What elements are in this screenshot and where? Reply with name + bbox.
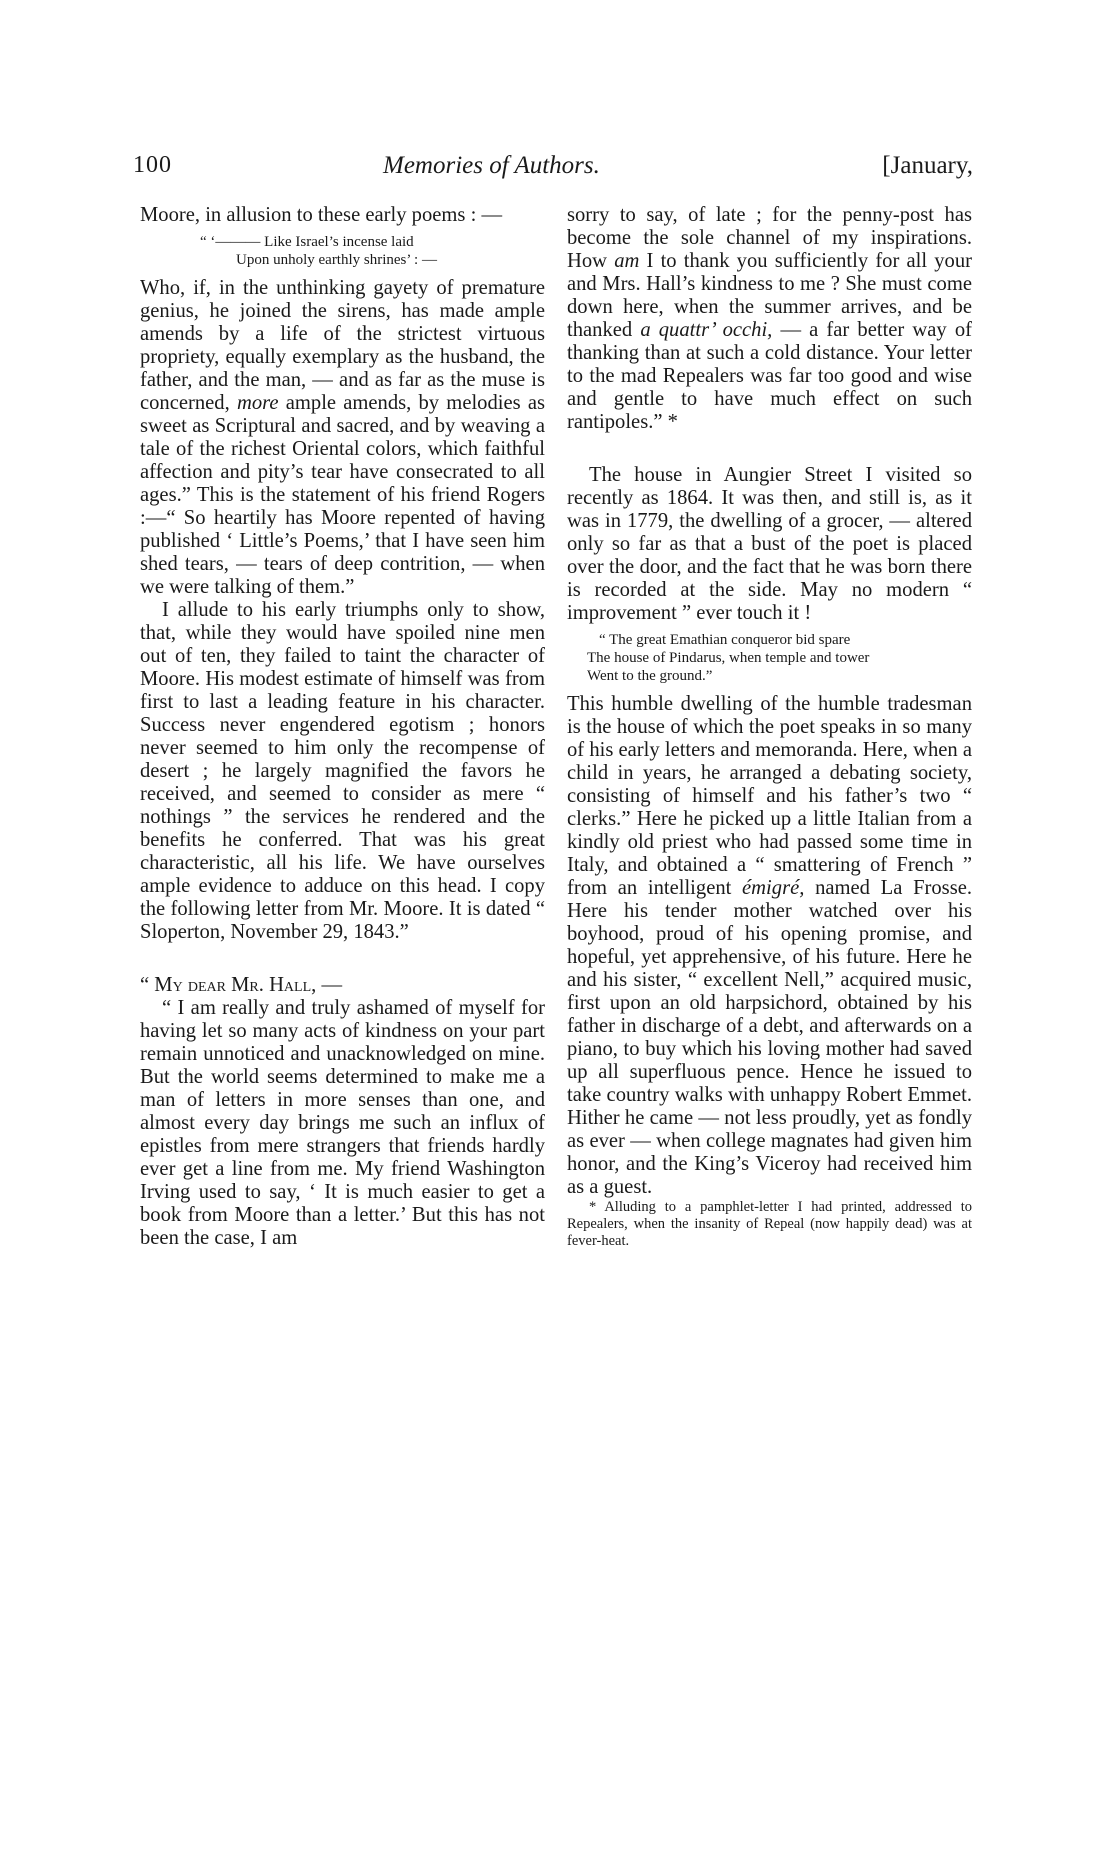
running-date: [January, (882, 152, 973, 179)
paragraph (567, 693, 972, 1199)
verse-line: “ ‘——— Like Israel’s incense laid (200, 234, 414, 250)
paragraph: The house in Aungier Street I visited so recently as 1864. It was then, and still is, as it was in 1779, the dwelling of a grocer, — altered only so far as that a bust of the poet is placed over the door, and the fact that he was born there is recorded at the side. May no modern “ improvement ” ever touch it ! (567, 464, 972, 624)
text-run: named La Frosse. Here his tender mother watched over his boyhood, proud of his opening promise, and hopeful, yet apprehensive, of his future. Here he and his sister, “ excellent Nell,” acquired music, first upon an old harpsichord, obtained by his father in discharge of a debt, and afterwards on a piano, to buy which his loving mother had saved up all superfluous pence. Hence he issued to take country walks with unhappy Robert Emmet. Hither he came — not less proudly, yet as fondly as ever — when college magnates had given him honor, and the King’s Viceroy had received him as a guest. (567, 877, 972, 1198)
letter-salutation: “ My dear Mr. Hall, — (140, 974, 343, 996)
paragraph: I allude to his early triumphs only to show, that, while they would have spoiled nine men out of ten, they failed to taint the character of Moore. His modest estimate of himself was from first to last a leading feature in his character. Success never engendered egotism ; honors never seemed to him only the recompense of desert ; he largely magnified the favors he received, and seemed to consider as mere “ nothings ” the services he rendered and the benefits he conferred. That was his great characteristic, all his life. We have ourselves ample evidence to adduce on this head. I copy the following letter from Mr. Moore. It is dated “ Sloperton, November 29, 1843.” (140, 599, 545, 943)
paragraph: “ I am really and truly ashamed of myself for having let so many acts of kindness on your part remain unnoticed and unacknowledged on mine. But the world seems determined to make me a man of letters in more senses than one, and almost every day brings me such an influx of epistles from mere strangers that friends hardly ever get a line from me. My friend Washington Irving used to say, ‘ It is much easier to get a book from Moore than a letter.’ But this has not been the case, I am (140, 997, 545, 1249)
running-header (133, 152, 973, 188)
footnote: * Alluding to a pamphlet-letter I had printed, addressed to Repealers, when the insanity of Repeal (now happily dead) was at fever-heat. (567, 1199, 972, 1249)
emphasis: am (614, 250, 640, 272)
page-number: 100 (133, 152, 172, 178)
emphasis: more (236, 392, 279, 414)
emphasis: émigré, (742, 877, 805, 899)
emphasis: a quattr’ occhi, (640, 319, 773, 341)
paragraph (140, 277, 545, 599)
verse-line: The house of Pindarus, when temple and tower (587, 650, 870, 666)
running-title: Memories of Authors. (383, 152, 600, 179)
text-run: This humble dwelling of the humble tradesman is the house of which the poet speaks in so many of his early letters and memoranda. Here, when a child in years, he arranged a debating society, consisting of himself and his father’s two “ clerks.” Here he picked up a little Italian from a kindly old priest who had passed some time in Italy, and obtained a “ smattering of French ” from an intelligent (567, 693, 972, 899)
verse-line: “ The great Emathian conqueror bid spare (599, 632, 851, 648)
text-run: Who, if, in the unthinking gayety of premature genius, he joined the sirens, has made ample amends by a life of the strictest virtuous propriety, equally exemplary as the husband, the father, and the man, — and as far as the muse is concerned, (140, 277, 545, 414)
verse-line: Upon unholy earthly shrines’ : — (236, 252, 437, 268)
right-column (567, 204, 972, 1250)
verse-line: Went to the ground.” (587, 668, 713, 684)
verse-quote (140, 233, 545, 269)
text-run: ample amends, by melodies as sweet as Scriptural and sacred, and by weaving a tale of the richest Oriental colors, which faithful affection and pity’s tear have consecrated to all ages.” This is the statement of his friend Rogers :—“ So heartily has Moore repented of having published ‘ Little’s Poems,’ that I have seen him shed tears, — tears of deep contrition, — when we were talking of them.” (140, 392, 546, 598)
paragraph (567, 204, 972, 434)
text-run: I to thank you sufficiently for all your and Mrs. Hall’s kindness to me ? She must come down here, when the summer arrives, and be thanked (567, 250, 972, 341)
text-run: sorry to say, of late ; for the penny-post has become the sole channel of my inspirations. How (567, 204, 972, 272)
text-run: — a far better way of thanking than at such a cold distance. Your letter to the mad Repealers was far too good and wise and gentle to have much effect on such rantipoles.” * (567, 319, 973, 433)
verse-quote (567, 631, 972, 685)
paragraph: Moore, in allusion to these early poems : — (140, 204, 503, 226)
left-column (140, 204, 545, 1250)
